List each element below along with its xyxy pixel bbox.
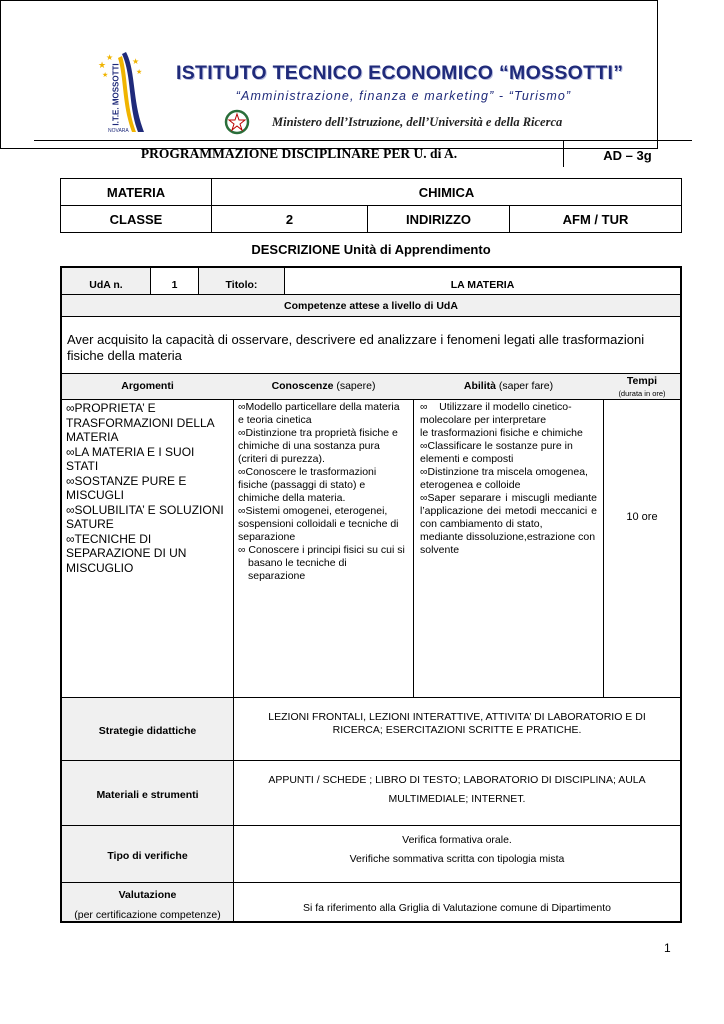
uda-label: UdA n. — [89, 279, 123, 291]
tempi-header: Tempi — [626, 375, 658, 387]
list-item: ∞ Utilizzare il modello cinetico-molecolare per interpretare — [420, 401, 572, 426]
verifiche-line-1: Verifica formativa orale. — [402, 834, 512, 846]
indirizzo-label: INDIRIZZO — [368, 206, 510, 233]
valutazione-label: Valutazione — [118, 889, 177, 901]
valutazione-sublabel: (per certificazione competenze) — [74, 909, 221, 921]
conoscenze-list — [238, 401, 406, 583]
school-subtitle: “Amministrazione, finanza e marketing” - “Turismo” — [235, 89, 572, 103]
logo-city: NOVARA — [108, 128, 129, 134]
abilita-list — [420, 401, 597, 557]
list-item: ∞Distinzione tra miscela omogenea, eterogenea e colloide — [420, 466, 588, 491]
valutazione-value: Si fa riferimento alla Griglia di Valutazione comune di Dipartimento — [303, 902, 611, 914]
list-item: ∞TECNICHE DI SEPARAZIONE DI UN MISCUGLIO — [66, 531, 187, 575]
list-item: mediante dissoluzione,estrazione con solvente — [420, 531, 596, 556]
tempi-value: 10 ore — [626, 511, 658, 523]
svg-text:★: ★ — [106, 53, 114, 62]
programmazione-title: PROGRAMMAZIONE DISCIPLINARE PER U. di A. — [140, 146, 458, 161]
indirizzo-value: AFM / TUR — [510, 206, 682, 233]
list-item: le trasformazioni fisiche e chimiche — [420, 427, 583, 439]
svg-text:★: ★ — [98, 61, 107, 71]
materia-label: MATERIA — [61, 179, 212, 206]
list-item: ∞SOLUBILITA’ E SOLUZIONI SATURE — [66, 502, 224, 531]
list-item: ∞Distinzione tra proprietà fisiche e chimiche di una sostanza pura (criteri di purezza). — [238, 427, 398, 465]
titolo-value: LA MATERIA — [450, 279, 515, 291]
divider — [60, 316, 682, 317]
strategie-label: Strategie didattiche — [98, 725, 197, 737]
list-item: ∞Saper separare i miscugli mediante l’applicazione dei metodi meccanici e con cambiamento di stato, — [420, 492, 597, 530]
school-title: ISTITUTO TECNICO ECONOMICO “MOSSOTTI” — [176, 62, 624, 84]
document-code: AD – 3g — [603, 148, 652, 163]
page-number: 1 — [664, 941, 671, 955]
verifiche-label: Tipo di verifiche — [107, 850, 188, 862]
classe-value: 2 — [212, 206, 368, 233]
ministry-line: Ministero dell’Istruzione, dell’Università e della Ricerca — [272, 115, 563, 129]
list-item: ∞SOSTANZE PURE E MISCUGLI — [66, 473, 187, 502]
competenze-text: Aver acquisito la capacità di osservare, descrivere ed analizzare i fenomeni legati alle trasformazioni fisiche della materia — [67, 332, 645, 363]
list-item: ∞Sistemi omogenei, eterogenei, sospensioni colloidali e tecniche di separazione — [238, 505, 399, 543]
uda-number: 1 — [171, 279, 178, 291]
argomenti-header: Argomenti — [121, 380, 174, 392]
conoscenze-header: Conoscenze (sapere) — [271, 380, 376, 392]
materiali-label: Materiali e strumenti — [96, 789, 199, 801]
divider — [413, 373, 414, 697]
list-item: ∞Classificare le sostanze pure in elementi e composti — [420, 440, 573, 465]
verifiche-line-2: Verifiche sommativa scritta con tipologia mista — [349, 853, 565, 865]
materiali-value: APPUNTI / SCHEDE ; LIBRO DI TESTO; LABORATORIO DI DISCIPLINA; AULA MULTIMEDIALE; INTERNET. — [268, 774, 646, 805]
classe-label: CLASSE — [61, 206, 212, 233]
divider — [603, 373, 604, 697]
divider — [60, 399, 682, 400]
description-title: DESCRIZIONE Unità di Apprendimento — [251, 242, 491, 257]
strategie-value: LEZIONI FRONTALI, LEZIONI INTERATTIVE, ATTIVITA’ DI LABORATORIO E DI RICERCA; ESERCITAZIONI SCRITTE E PRATICHE. — [268, 711, 646, 736]
list-item: ∞Conoscere le trasformazioni fisiche (passaggi di stato) e chimiche della materia. — [238, 466, 377, 504]
materia-table — [60, 178, 682, 233]
titolo-label: Titolo: — [225, 279, 258, 291]
abilita-header: Abilità (saper fare) — [463, 380, 554, 392]
list-item: ∞ Conoscere i principi fisici su cui si basano le tecniche di separazione — [238, 544, 405, 582]
svg-text:★: ★ — [132, 57, 140, 66]
republic-emblem-icon — [222, 108, 252, 136]
list-item: ∞LA MATERIA E I SUOI STATI — [66, 444, 195, 473]
tempi-subheader: (durata in ore) — [618, 389, 666, 398]
competenze-label: Competenze attese a livello di UdA — [284, 300, 458, 312]
logo-text: I.T.E. MOSSOTTI — [111, 63, 121, 126]
svg-text:★: ★ — [102, 71, 109, 79]
materia-value: CHIMICA — [212, 179, 682, 206]
list-item: ∞PROPRIETA’ E TRASFORMAZIONI DELLA MATERIA — [66, 401, 215, 444]
svg-text:★: ★ — [136, 68, 143, 76]
school-logo — [92, 46, 152, 138]
argomenti-list — [66, 401, 226, 575]
list-item: ∞Modello particellare della materia e teoria cinetica — [238, 401, 400, 426]
